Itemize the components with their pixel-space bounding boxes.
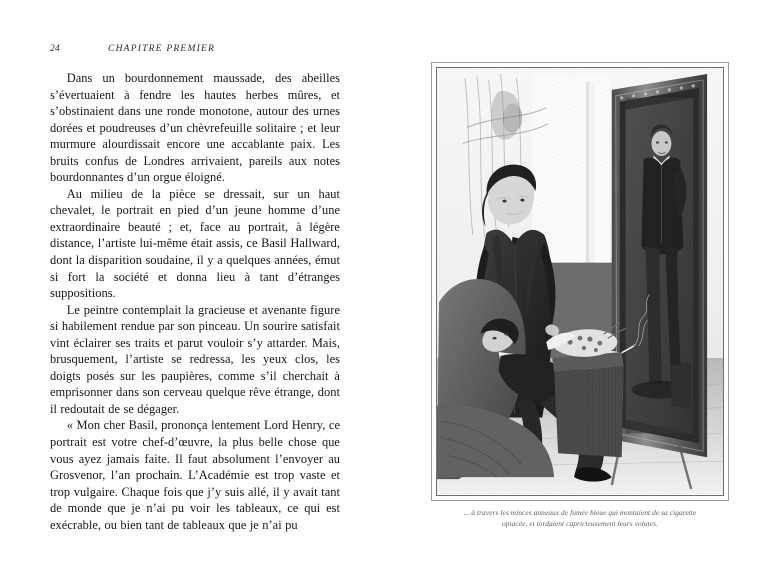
caption-line-2: opiacée, et tordaient capricieusement leurs volutes. [501,518,659,528]
paragraph: Dans un bourdonnement maussade, des abeilles s’évertuaient à fendre les hautes herbes mûres, et s’obstinaient dans une ronde monotone, autour des urnes dorées et poudreuses d’un chèvrefeuille solitaire ; et leur murmure alourdissait encore une accablante paix. Les bruits confus de Londres arrivaient, pareils aux notes bourdonnantes d’un orgue éloigné. [50,71,340,185]
verso-page [0,0,382,572]
illustration-inner-border [436,67,724,496]
paragraph: Le peintre contemplait la gracieuse et avenante figure si habilement rendue par son pinceau. Un sourire satisfait vint éclairer ses traits et parut vouloir s’y attarder. Mais, brusquement, l’artiste se redressa, les yeux clos, les doigts posés sur les paupières, comme s’il cherchait à emprisonner dans son cerveau quelque rêve étrange, dont il redoutait de se dégager. [50,302,340,416]
body-text [50,70,340,533]
illustration-frame [431,62,729,501]
chapter-title: CHAPITRE PREMIER [108,44,216,54]
running-head [50,44,340,60]
page-number: 24 [50,44,60,54]
illustration-caption [427,508,733,529]
recto-page [382,0,765,572]
caption-line-1: ... à travers les minces anneaux de fumée bleue qui montaient de sa cigarette [463,508,697,517]
paragraph: Au milieu de la pièce se dressait, sur un haut chevalet, le portrait en pied d’un jeune homme d’une extraordinaire beauté ; et, face au portrait, à légère distance, l’artiste lui-même était assis, ce Basil Hallward, dont la disparition soudaine, il y a quelques années, émut si fort la société et donna lieu à tant d’étranges suppositions. [50,186,340,301]
illustration-engraving [437,68,723,494]
paragraph: « Mon cher Basil, prononça lentement Lord Henry, ce portrait est votre chef-d’œuvre, la plus belle chose que vous ayez jamais faite. Il faut absolument l’envoyer au Grosvenor, l’an prochain. L’Académie est trop vaste et trop vulgaire. Chaque fois que j’y suis allé, il y avait tant de monde que je n’ai pu voir les tableaux, ce qui est exécrable, ou bien tant de tableaux que je n’ai pu [50,418,340,532]
